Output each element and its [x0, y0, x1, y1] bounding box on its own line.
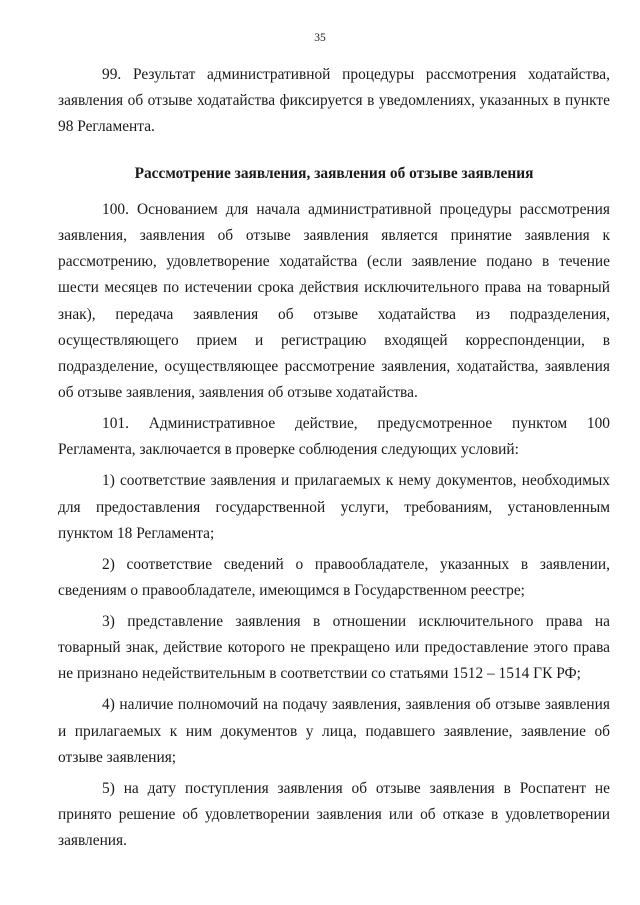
list-item-condition-2: 2) соответствие сведений о правообладателе, указанных в заявлении, сведениям о правообладателе, имеющимся в Государственном реестре; [58, 555, 610, 600]
paragraph-101: 101. Административное действие, предусмотренное пунктом 100 Регламента, заключается в проверке соблюдения следующих условий: [58, 415, 610, 459]
document-body [58, 62, 610, 854]
list-item-condition-3: 3) представление заявления в отношении исключительного права на товарный знак, действие которого не прекращено или предоставление этого права не признано недействительным в соответствии со статьями 1512 – 1514 ГК РФ; [58, 613, 610, 683]
list-item-condition-4: 4) наличие полномочий на подачу заявления, заявления об отзыве заявления и прилагаемых к ним документов у лица, подавшего заявление, заявление об отзыве заявления; [58, 696, 610, 766]
page-number: 35 [314, 32, 326, 44]
paragraph-100: 100. Основанием для начала административной процедуры рассмотрения заявления, заявления об отзыве заявления является принятие заявления к рассмотрению, удовлетворение ходатайства (если заявление подано в течение шести месяцев по истечении срока действия исключительного права на товарный знак), передача заявления об отзыве ходатайства из подразделения, осуществляющего прием и регистрацию входящей корреспонденции, в подразделение, осуществляющее рассмотрение заявления, ходатайства, заявления об отзыве заявления, заявления об отзыве ходатайства. [58, 200, 610, 402]
section-heading: Рассмотрение заявления, заявления об отзыве заявления [134, 164, 534, 182]
list-item-condition-1: 1) соответствие заявления и прилагаемых к нему документов, необходимых для предоставления государственной услуги, требованиям, установленным пунктом 18 Регламента; [58, 472, 610, 542]
paragraph-99: 99. Результат административной процедуры рассмотрения ходатайства, заявления об отзыве ходатайства фиксируется в уведомлениях, указанных в пункте 98 Регламента. [58, 66, 610, 136]
list-item-condition-5: 5) на дату поступления заявления об отзыве заявления в Роспатент не принято решение об удовлетворении заявления или об отказе в удовлетворении заявления. [58, 779, 610, 850]
